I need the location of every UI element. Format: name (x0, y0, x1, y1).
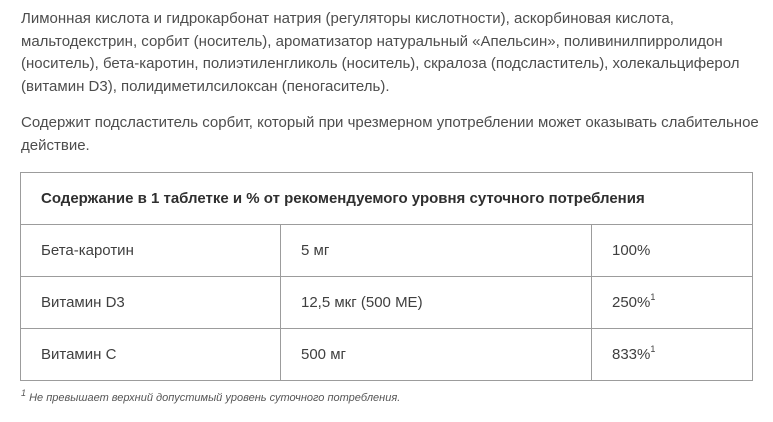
percent-value: 833% (612, 346, 651, 363)
table-row (21, 225, 753, 277)
nutrient-name: Витамин D3 (21, 277, 281, 329)
nutrient-amount: 500 мг (281, 329, 592, 381)
nutrient-name: Бета-каротин (21, 225, 281, 277)
footnote-text: Не превышает верхний допустимый уровень суточного потребления. (29, 392, 401, 404)
percent-value: 100% (612, 242, 651, 259)
footnote-marker: 1 (650, 344, 656, 354)
nutrient-percent (592, 329, 753, 381)
nutrient-percent (592, 225, 753, 277)
table-header: Содержание в 1 таблетке и % от рекомендуемого уровня суточного потребления (21, 173, 753, 225)
footnote-marker: 1 (650, 292, 656, 302)
footnote-number: 1 (21, 388, 27, 398)
footnote (21, 388, 401, 404)
nutrient-name: Витамин С (21, 329, 281, 381)
nutrient-amount: 5 мг (281, 225, 592, 277)
ingredients-paragraph: Лимонная кислота и гидрокарбонат натрия (регуляторы кислотности), аскорбиновая кислота, мальтодекстрин, сорбит (носитель), ароматизатор натуральный «Апельсин», поливинилпирролидон (носитель), бета-каротин, полиэтиленгликоль (носитель), скралоза (подсластитель), холекальциферол (витамин D3), полидиметилсилоксан (пеногаситель). (21, 10, 740, 96)
table-row (21, 329, 753, 381)
nutrition-table (20, 172, 753, 381)
percent-value: 250% (612, 294, 651, 311)
nutrient-percent (592, 277, 753, 329)
nutrient-amount: 12,5 мкг (500 МЕ) (281, 277, 592, 329)
sweetener-warning-paragraph: Содержит подсластитель сорбит, который при чрезмерном употреблении может оказывать слабительное действие. (21, 114, 759, 154)
table-header-row (21, 173, 753, 225)
table-row (21, 277, 753, 329)
